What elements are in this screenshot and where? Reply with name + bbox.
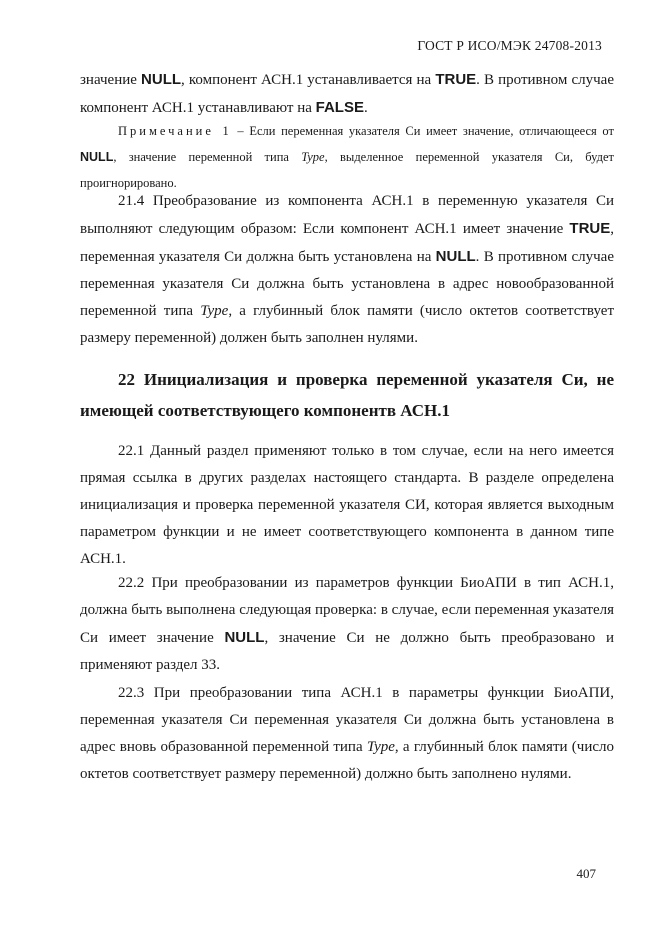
keyword-true: TRUE	[435, 71, 477, 88]
paragraph-22-2: 22.2 При преобразовании из параметров функции БиоАПИ в тип АСН.1, должна быть выполнена следующая проверка: в случае, если переменная указателя Си имеет значение NULL, значение Си не должно быть преобразовано и применяют раздел 33.	[80, 575, 614, 673]
type-name: Type	[200, 303, 229, 319]
keyword-null: NULL	[80, 150, 114, 164]
note-1: Примечание 1 – Если переменная указателя Си имеет значение, отличающееся от NULL, значение переменной типа Type, выделенное переменной указателя Си, будет проигнорировано.	[80, 124, 614, 190]
keyword-true: TRUE	[569, 220, 611, 237]
paragraph-22-3: 22.3 При преобразовании типа АСН.1 в параметры функции БиоАПИ, переменная указателя Си переменная указателя Си должна быть установлена в адрес вновь образованной переменной типа Type, а глубинный блок памяти (число октетов соответствует размеру переменной) должно быть заполнено нулями.	[80, 685, 614, 782]
paragraph-22-1: 22.1 Данный раздел применяют только в том случае, если на него имеется прямая ссылка в других разделах настоящего стандарта. В разделе определена инициализация и проверка переменной указателя СИ, которая является выходным параметром функции и не имеет соответствующего компонента в данном типе АСН.1.	[80, 443, 614, 567]
document-header: ГОСТ Р ИСО/МЭК 24708-2013	[417, 38, 602, 53]
section-22-heading: 22 Инициализация и проверка переменной указателя Си, не имеющей соответствующего компонентв АСН.1	[80, 370, 614, 420]
page-number: 407	[576, 866, 596, 881]
clause-number: 21.4	[118, 193, 145, 209]
keyword-null: NULL	[141, 71, 182, 88]
paragraph-21-4: 21.4 Преобразование из компонента АСН.1 в переменную указателя Си выполняют следующим образом: Если компонент АСН.1 имеет значение TRUE, переменная указателя Си должна быть установлена на NULL. В противном случае переменная указателя Си должна быть установлена в адрес новообразованной переменной типа Type, а глубинный блок памяти (число октетов соответствует размеру переменной) должен быть заполнен нулями.	[80, 193, 614, 346]
paragraph-intro: значение NULL, компонент АСН.1 устанавливается на TRUE. В противном случае компонент АСН.1 устанавливают на FALSE.	[80, 71, 614, 116]
keyword-null: NULL	[435, 248, 476, 265]
type-name: Type	[301, 150, 325, 164]
note-label: Примечание 1	[118, 124, 232, 138]
keyword-false: FALSE	[315, 99, 364, 116]
type-name: Type	[366, 739, 395, 755]
keyword-null: NULL	[224, 629, 265, 646]
